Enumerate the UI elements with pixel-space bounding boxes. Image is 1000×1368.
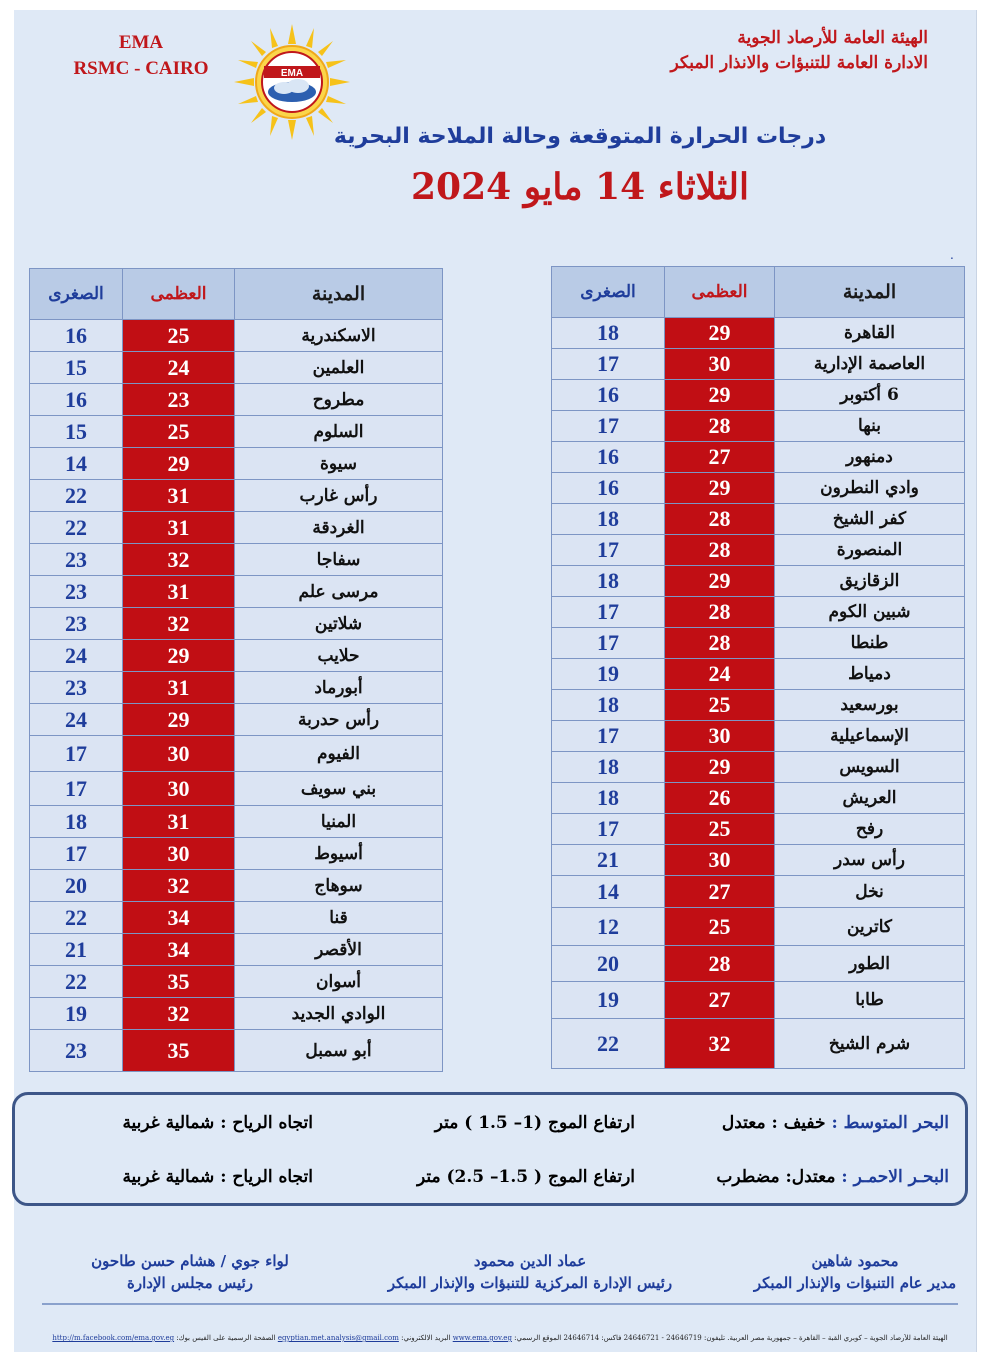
contact-footer [40,1334,960,1342]
max-temp-cell: 34 [123,934,235,966]
min-temp-cell: 23 [30,1030,123,1072]
city-cell: الطور [775,946,965,982]
city-cell: حلايب [235,640,443,672]
max-temp-cell: 32 [123,608,235,640]
max-temp-cell: 29 [123,640,235,672]
max-temp-cell: 26 [665,783,775,814]
footer-site-link[interactable]: www.ema.gov.eg [452,1334,512,1342]
table-row [30,352,443,384]
min-temp-cell: 18 [552,690,665,721]
table-row [552,349,965,380]
city-cell: طابا [775,982,965,1019]
max-temp-cell: 30 [665,721,775,752]
city-cell: نخل [775,876,965,908]
city-cell: الزقازيق [775,566,965,597]
min-temp-cell: 19 [30,998,123,1030]
min-temp-cell: 24 [30,704,123,736]
min-temp-cell: 22 [30,480,123,512]
table-row [30,544,443,576]
sea-row-red [15,1167,965,1197]
table-row [552,783,965,814]
min-temp-cell: 15 [30,416,123,448]
min-temp-cell: 15 [30,352,123,384]
min-temp-cell: 17 [552,597,665,628]
table-row [30,480,443,512]
max-temp-cell: 30 [123,772,235,806]
city-cell: العلمين [235,352,443,384]
city-cell: الأقصر [235,934,443,966]
max-temp-cell: 25 [665,908,775,946]
city-cell: الاسكندرية [235,320,443,352]
city-cell: شرم الشيخ [775,1019,965,1069]
footer-fb-link[interactable]: http://m.facebook.com/ema.gov.eg [52,1334,175,1342]
min-temp-cell: 22 [30,512,123,544]
sea-med-state-value: خفيف : معتدل [721,1113,826,1133]
city-cell: كفر الشيخ [775,504,965,535]
org-abbrev: EMA [118,32,164,53]
city-cell: الغردقة [235,512,443,544]
table-row [552,597,965,628]
min-temp-cell: 21 [30,934,123,966]
min-temp-cell: 24 [30,640,123,672]
city-cell: السلوم [235,416,443,448]
max-temp-cell: 29 [665,380,775,411]
org-name: الهيئة العامة للأرصاد الجوية [737,28,928,48]
table-header-row [30,269,443,320]
max-temp-cell: 30 [123,736,235,772]
max-temp-cell: 29 [665,318,775,349]
min-temp-cell: 16 [552,442,665,473]
table-row [30,640,443,672]
table-row [30,902,443,934]
max-temp-cell: 29 [123,704,235,736]
min-temp-cell: 19 [552,982,665,1019]
max-temp-cell: 32 [123,544,235,576]
table-row [552,566,965,597]
max-temp-cell: 31 [123,512,235,544]
city-cell: قنا [235,902,443,934]
min-temp-cell: 18 [552,504,665,535]
table-row [552,982,965,1019]
city-cell: السويس [775,752,965,783]
city-cell: مطروح [235,384,443,416]
city-cell: بورسعيد [775,690,965,721]
temperature-table-left [29,268,443,1072]
col-max: العظمى [665,267,775,318]
max-temp-cell: 29 [665,473,775,504]
table-row [30,576,443,608]
table-row [30,870,443,902]
table-row [30,772,443,806]
city-cell: مرسى علم [235,576,443,608]
city-cell: العاصمة الإدارية [775,349,965,380]
city-cell: أسوان [235,966,443,998]
footer-address: الهيئة العامة للأرصاد الجوية – كوبري القبة – القاهرة – جمهورية مصر العربية. تليفون: 24646719 - 24646721 فاكس: 24646714 الموقع الرسمي: [514,1334,948,1342]
min-temp-cell: 17 [552,814,665,845]
min-temp-cell: 22 [30,966,123,998]
max-temp-cell: 29 [123,448,235,480]
min-temp-cell: 18 [30,806,123,838]
table-row [552,845,965,876]
city-cell: دمياط [775,659,965,690]
city-cell: طنطا [775,628,965,659]
temperature-table-right [551,266,965,1069]
signature-name: لواء جوي / هشام حسن طاحون [91,1252,289,1270]
logo-text: EMA [280,68,304,79]
col-max: العظمى [123,269,235,320]
sea-med-state [722,1113,949,1133]
table-row [30,416,443,448]
forecast-date: الثلاثاء 14 مايو 2024 [410,166,749,208]
table-row [30,608,443,640]
table-row [552,628,965,659]
city-cell: أبورماد [235,672,443,704]
max-temp-cell: 24 [123,352,235,384]
table-row [552,380,965,411]
city-cell: وادي النطرون [775,473,965,504]
min-temp-cell: 22 [552,1019,665,1069]
table-row [552,535,965,566]
table-row [552,814,965,845]
table-row [30,736,443,772]
table-row [552,908,965,946]
min-temp-cell: 17 [30,736,123,772]
table-row [552,442,965,473]
city-cell: سوهاج [235,870,443,902]
table-row [30,704,443,736]
max-temp-cell: 23 [123,384,235,416]
table-row [30,806,443,838]
city-cell: شلاتين [235,608,443,640]
city-cell: أسيوط [235,838,443,870]
footer-email-link[interactable]: egyptian.met.analysis@gmail.com [277,1334,399,1342]
min-temp-cell: 23 [30,608,123,640]
min-temp-cell: 19 [552,659,665,690]
max-temp-cell: 27 [665,876,775,908]
footer-email-label: البريد الالكتروني: [401,1334,451,1342]
table-row [552,659,965,690]
table-row [30,672,443,704]
signature-2 [370,1250,690,1294]
min-temp-cell: 18 [552,318,665,349]
max-temp-cell: 30 [123,838,235,870]
signature-name: عماد الدين محمود [473,1252,587,1270]
min-temp-cell: 16 [30,320,123,352]
page-title: درجات الحرارة المتوقعة وحالة الملاحة البحرية [333,124,827,149]
max-temp-cell: 28 [665,946,775,982]
city-cell: كاترين [775,908,965,946]
max-temp-cell: 28 [665,597,775,628]
min-temp-cell: 20 [552,946,665,982]
col-min: الصغرى [552,267,665,318]
max-temp-cell: 27 [665,982,775,1019]
min-temp-cell: 18 [552,752,665,783]
sea-red-wind: اتجاه الرياح : شمالية غربية [122,1167,313,1187]
table-row [552,504,965,535]
city-cell: القاهرة [775,318,965,349]
table-row [552,473,965,504]
sea-med-wind: اتجاه الرياح : شمالية غربية [122,1113,313,1133]
org-department: الادارة العامة للتنبؤات والانذار المبكر [670,53,928,73]
max-temp-cell: 35 [123,966,235,998]
max-temp-cell: 25 [123,320,235,352]
min-temp-cell: 17 [552,411,665,442]
max-temp-cell: 24 [665,659,775,690]
min-temp-cell: 18 [552,783,665,814]
min-temp-cell: 17 [552,721,665,752]
signature-title: رئيس الإدارة المركزية للتنبؤات والإنذار المبكر [387,1274,673,1292]
min-temp-cell: 17 [30,772,123,806]
table-row [30,966,443,998]
city-cell: رفح [775,814,965,845]
max-temp-cell: 30 [665,845,775,876]
min-temp-cell: 17 [552,535,665,566]
signature-title: مدير عام التنبؤات والإنذار المبكر [753,1274,957,1292]
sea-red-state [716,1167,949,1187]
city-cell: الفيوم [235,736,443,772]
min-temp-cell: 23 [30,544,123,576]
min-temp-cell: 14 [30,448,123,480]
max-temp-cell: 32 [123,870,235,902]
min-temp-cell: 18 [552,566,665,597]
table-row [552,876,965,908]
max-temp-cell: 30 [665,349,775,380]
table-row [30,512,443,544]
max-temp-cell: 28 [665,504,775,535]
table-row [30,838,443,870]
max-temp-cell: 29 [665,566,775,597]
table-row [552,752,965,783]
org-center: RSMC - CAIRO [73,58,209,79]
city-cell: شبين الكوم [775,597,965,628]
col-city: المدينة [235,269,443,320]
footer-divider [42,1303,958,1305]
sea-med-label: البحر المتوسط : [831,1113,949,1133]
city-cell: بنها [775,411,965,442]
city-cell: الوادي الجديد [235,998,443,1030]
max-temp-cell: 29 [665,752,775,783]
min-temp-cell: 23 [30,672,123,704]
min-temp-cell: 21 [552,845,665,876]
table-row [552,690,965,721]
max-temp-cell: 31 [123,576,235,608]
city-cell: سيوة [235,448,443,480]
signature-3 [70,1250,310,1294]
min-temp-cell: 12 [552,908,665,946]
max-temp-cell: 28 [665,628,775,659]
min-temp-cell: 14 [552,876,665,908]
stray-mark: . [950,248,954,262]
sea-conditions-box [12,1092,968,1206]
min-temp-cell: 17 [552,628,665,659]
table-row [30,934,443,966]
max-temp-cell: 31 [123,672,235,704]
min-temp-cell: 16 [552,380,665,411]
city-cell: دمنهور [775,442,965,473]
table-row [552,946,965,982]
city-cell: الإسماعيلية [775,721,965,752]
max-temp-cell: 35 [123,1030,235,1072]
sea-red-wave: ارتفاع الموج ( 1.5– 2.5) متر [416,1167,635,1187]
city-cell: رأس حدربة [235,704,443,736]
min-temp-cell: 17 [30,838,123,870]
city-cell: 6 أكتوبر [775,380,965,411]
table-row [552,1019,965,1069]
city-cell: أبو سمبل [235,1030,443,1072]
org-header [670,26,928,76]
max-temp-cell: 25 [665,814,775,845]
table-header-row [552,267,965,318]
city-cell: العريش [775,783,965,814]
footer-fb-label: الصفحة الرسمية على الفيس بوك: [176,1334,276,1342]
table-row [552,318,965,349]
signature-1 [740,1250,970,1294]
sea-row-mediterranean [15,1113,965,1143]
min-temp-cell: 17 [552,349,665,380]
max-temp-cell: 25 [123,416,235,448]
signature-title: رئيس مجلس الإدارة [127,1274,253,1292]
max-temp-cell: 25 [665,690,775,721]
table-row [30,1030,443,1072]
org-header-en [66,30,216,82]
city-cell: رأس سدر [775,845,965,876]
city-cell: بني سويف [235,772,443,806]
table-row [30,448,443,480]
sea-red-state-value: معتدل: مضطرب [716,1167,836,1187]
city-cell: المنيا [235,806,443,838]
max-temp-cell: 32 [123,998,235,1030]
table-row [30,998,443,1030]
table-row [552,411,965,442]
max-temp-cell: 31 [123,480,235,512]
sea-med-wave: ارتفاع الموج (1– 1.5 ) متر [434,1113,635,1133]
max-temp-cell: 32 [665,1019,775,1069]
table-row [30,384,443,416]
max-temp-cell: 31 [123,806,235,838]
table-row [552,721,965,752]
max-temp-cell: 34 [123,902,235,934]
table-row [30,320,443,352]
sea-red-label: البحـر الاحمـر : [841,1167,949,1187]
min-temp-cell: 20 [30,870,123,902]
min-temp-cell: 23 [30,576,123,608]
min-temp-cell: 16 [30,384,123,416]
signature-name: محمود شاهين [811,1252,899,1270]
col-min: الصغرى [30,269,123,320]
max-temp-cell: 28 [665,535,775,566]
city-cell: سفاجا [235,544,443,576]
min-temp-cell: 22 [30,902,123,934]
city-cell: المنصورة [775,535,965,566]
max-temp-cell: 27 [665,442,775,473]
max-temp-cell: 28 [665,411,775,442]
city-cell: رأس غارب [235,480,443,512]
col-city: المدينة [775,267,965,318]
min-temp-cell: 16 [552,473,665,504]
